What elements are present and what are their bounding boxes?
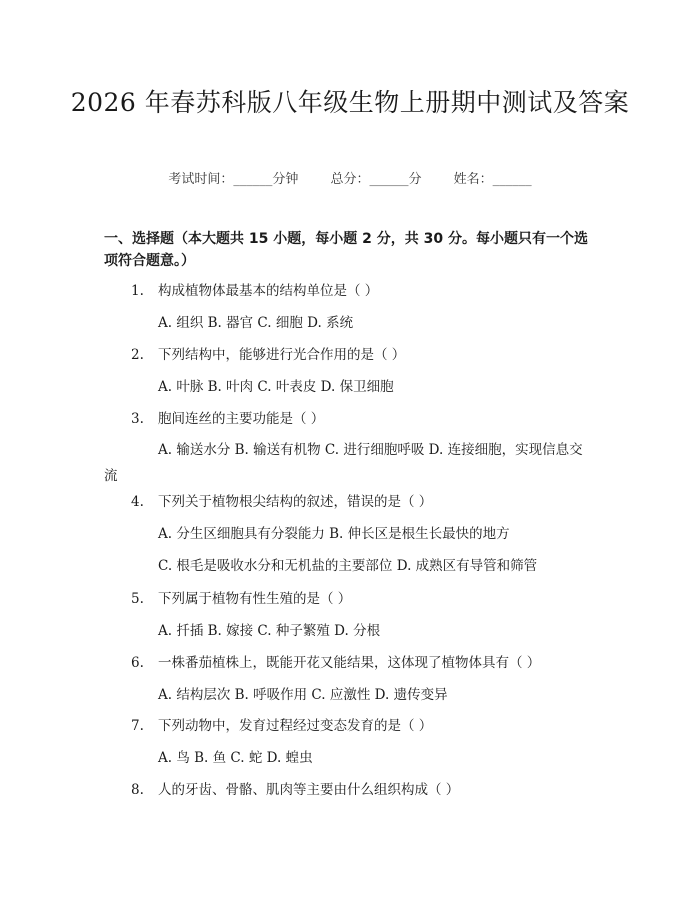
question-number: 4. xyxy=(131,494,144,510)
question-4-options-line-1: A. 分生区细胞具有分裂能力 B. 伸长区是根生长最快的地方 xyxy=(158,526,510,542)
question-2-options: A. 叶脉 B. 叶肉 C. 叶表皮 D. 保卫细胞 xyxy=(158,379,394,395)
question-number: 5. xyxy=(131,591,144,607)
question-6-options: A. 结构层次 B. 呼吸作用 C. 应激性 D. 遗传变异 xyxy=(158,687,448,703)
question-stem: 人的牙齿、骨骼、肌肉等主要由什么组织构成（ ） xyxy=(158,782,460,798)
question-stem: 下列关于植物根尖结构的叙述，错误的是（ ） xyxy=(158,494,433,510)
question-7 xyxy=(131,716,432,736)
question-number: 8. xyxy=(131,782,144,798)
question-3 xyxy=(131,409,324,429)
question-1 xyxy=(131,281,378,301)
total-score-field: 总分：______分 xyxy=(330,172,422,187)
question-stem: 下列结构中，能够进行光合作用的是（ ） xyxy=(158,347,406,363)
question-stem: 一株番茄植株上，既能开花又能结果，这体现了植物体具有（ ） xyxy=(158,655,541,671)
question-stem: 下列动物中，发育过程经过变态发育的是（ ） xyxy=(158,718,433,734)
question-stem: 下列属于植物有性生殖的是（ ） xyxy=(158,591,352,607)
question-2 xyxy=(131,345,405,365)
exam-info-line xyxy=(0,168,700,187)
question-5-options: A. 扦插 B. 嫁接 C. 种子繁殖 D. 分根 xyxy=(158,623,381,639)
question-4-options-line-2: C. 根毛是吸收水分和无机盐的主要部位 D. 成熟区有导管和筛管 xyxy=(158,558,538,574)
question-number: 3. xyxy=(131,411,144,427)
student-name-field: 姓名：______ xyxy=(453,172,532,187)
question-4 xyxy=(131,492,432,512)
question-number: 1. xyxy=(131,283,144,299)
question-7-options: A. 鸟 B. 鱼 C. 蛇 D. 蝗虫 xyxy=(158,750,313,766)
exam-time-field: 考试时间：______分钟 xyxy=(168,172,299,187)
question-6 xyxy=(131,653,540,673)
page-title: 2026 年春苏科版八年级生物上册期中测试及答案 xyxy=(70,88,630,117)
question-5 xyxy=(131,589,351,609)
question-1-options: A. 组织 B. 器官 C. 细胞 D. 系统 xyxy=(158,315,354,331)
question-stem: 构成植物体最基本的结构单位是（ ） xyxy=(158,283,379,299)
question-number: 7. xyxy=(131,718,144,734)
question-8 xyxy=(131,780,459,800)
question-3-options: A. 输送水分 B. 输送有机物 C. 进行细胞呼吸 D. 连接细胞，实现信息交流 xyxy=(104,442,583,484)
question-stem: 胞间连丝的主要功能是（ ） xyxy=(158,411,325,427)
section-heading: 一、选择题（本大题共 15 小题，每小题 2 分，共 30 分。每小题只有一个选项符合题意。） xyxy=(104,231,588,269)
question-number: 2. xyxy=(131,347,144,363)
question-number: 6. xyxy=(131,655,144,671)
